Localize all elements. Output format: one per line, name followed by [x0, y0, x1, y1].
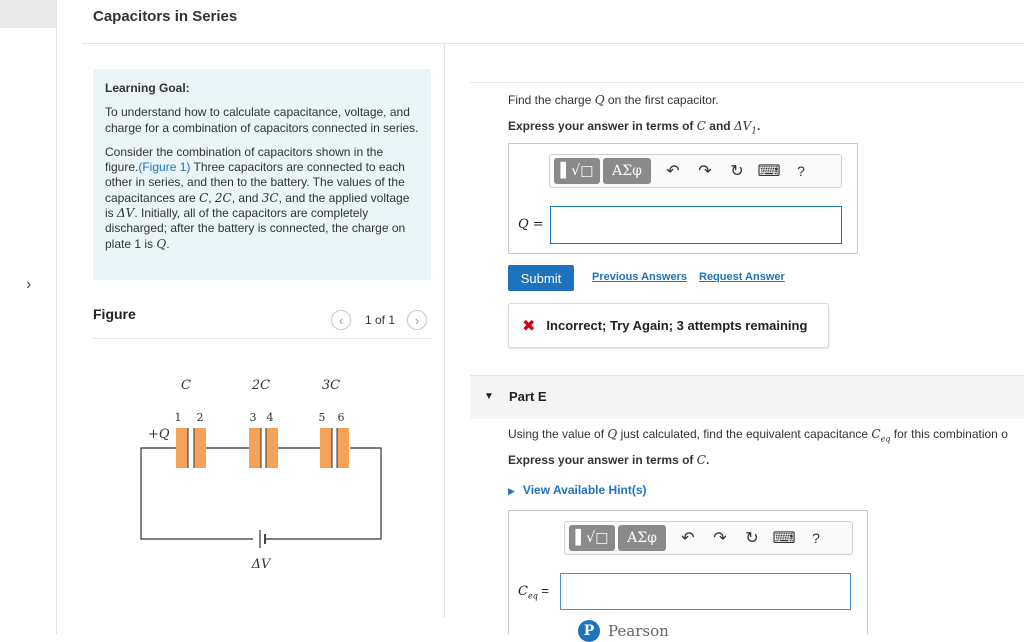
view-hints-link[interactable]: ▶ View Available Hint(s)	[508, 483, 647, 497]
redo-icon[interactable]: ↷	[713, 530, 727, 547]
undo-icon[interactable]: ↶	[681, 530, 695, 547]
answer-input-ceq[interactable]	[560, 573, 851, 610]
figure-label: Figure	[93, 306, 136, 322]
plate-number-5: 5	[318, 411, 326, 424]
answer-label-ceq: $C_{eq}$ =	[518, 583, 550, 601]
figure-pager	[331, 309, 427, 331]
left-sidebar	[0, 0, 57, 634]
capacitor-plate-3	[249, 428, 261, 468]
chevron-left-icon[interactable]: ‹	[331, 310, 351, 330]
figure-divider	[93, 338, 432, 339]
chevron-right-icon[interactable]: ›	[407, 310, 427, 330]
math-toolbar	[549, 154, 842, 188]
greek-letters-button[interactable]: ΑΣφ	[603, 158, 651, 184]
collapse-triangle-icon[interactable]: ▼	[484, 391, 494, 402]
plate-number-6: 6	[337, 411, 345, 424]
previous-answers-link[interactable]: Previous Answers	[592, 271, 687, 283]
undo-icon[interactable]: ↶	[666, 163, 680, 180]
capacitor-circuit-diagram	[138, 370, 388, 580]
plate-number-4: 4	[266, 411, 274, 424]
sidebar-top-block	[0, 0, 56, 28]
cap-label-2c: 2C	[251, 378, 271, 393]
incorrect-icon: ✖	[522, 317, 536, 335]
plate-number-1: 1	[174, 411, 182, 424]
request-answer-link[interactable]: Request Answer	[699, 271, 785, 283]
answer-label-q: Q =	[518, 217, 544, 232]
question-top-divider	[470, 82, 1024, 83]
charge-label: +Q	[148, 427, 170, 442]
part-d-question: Find the charge Q on the first capacitor.	[508, 93, 719, 107]
cap-label-c: C	[181, 378, 191, 393]
redo-icon[interactable]: ↷	[698, 163, 712, 180]
learning-goal-title: Learning Goal:	[105, 81, 190, 95]
expand-triangle-icon: ▶	[508, 486, 515, 496]
keyboard-icon[interactable]: ⌨	[772, 530, 796, 547]
submit-button[interactable]: Submit	[508, 265, 574, 291]
plate-number-3: 3	[249, 411, 257, 424]
templates-button[interactable]: ▌√□	[569, 525, 615, 551]
part-e-question: Using the value of Q just calculated, find the equivalent capacitance $C_{eq}$ for this combination o	[508, 427, 1008, 444]
pearson-logo-icon: P	[578, 620, 600, 642]
feedback-message	[508, 303, 829, 348]
learning-goal-box	[93, 69, 431, 280]
pearson-brand-text: Pearson	[608, 622, 669, 640]
figure-link[interactable]: (Figure 1)	[138, 160, 191, 175]
header-divider	[82, 43, 1024, 44]
capacitor-plate-1	[176, 428, 188, 468]
capacitor-plates	[176, 428, 349, 468]
part-d-express: Express your answer in terms of C and $\Delta V_1$.	[508, 119, 761, 137]
pearson-logo	[578, 620, 669, 642]
capacitor-plate-2	[194, 428, 206, 468]
page-title: Capacitors in Series	[93, 8, 238, 25]
battery-label: ΔV	[251, 557, 271, 572]
reset-icon[interactable]: ↻	[730, 163, 744, 180]
math-toolbar-part-e	[564, 521, 853, 555]
greek-letters-button[interactable]: ΑΣφ	[618, 525, 666, 551]
help-icon[interactable]: ?	[812, 530, 820, 546]
part-e-express: Express your answer in terms of C.	[508, 453, 710, 467]
part-e-header[interactable]	[470, 375, 1024, 419]
reset-icon[interactable]: ↻	[745, 530, 759, 547]
capacitor-plate-6	[337, 428, 349, 468]
problem-description: Consider the combination of capacitors shown in the figure.(Figure 1) Three capacitors are connected to each other in series, and then to the battery. The values of the capacitances are C, 2C, and 3C, and the applied voltage is ΔV. Initially, all of the capacitors are completely discharged; after the battery is connected, the charge on plate 1 is Q.	[105, 144, 410, 251]
capacitor-plate-5	[320, 428, 332, 468]
capacitor-plate-4	[266, 428, 278, 468]
templates-button[interactable]: ▌√□	[554, 158, 600, 184]
panel-divider	[444, 44, 445, 618]
learning-goal-text: To understand how to calculate capacitance, voltage, and charge for a combination of capacitors connected in series.	[105, 105, 419, 135]
feedback-text: Incorrect; Try Again; 3 attempts remaining	[546, 318, 808, 333]
cap-label-3c: 3C	[321, 378, 341, 393]
help-icon[interactable]: ?	[797, 163, 805, 179]
part-e-title: Part E	[509, 389, 547, 404]
chevron-right-icon[interactable]: ›	[26, 276, 32, 293]
pager-text: 1 of 1	[365, 313, 396, 327]
keyboard-icon[interactable]: ⌨	[757, 163, 781, 180]
answer-input-q[interactable]	[550, 206, 842, 244]
plate-number-2: 2	[196, 411, 204, 424]
